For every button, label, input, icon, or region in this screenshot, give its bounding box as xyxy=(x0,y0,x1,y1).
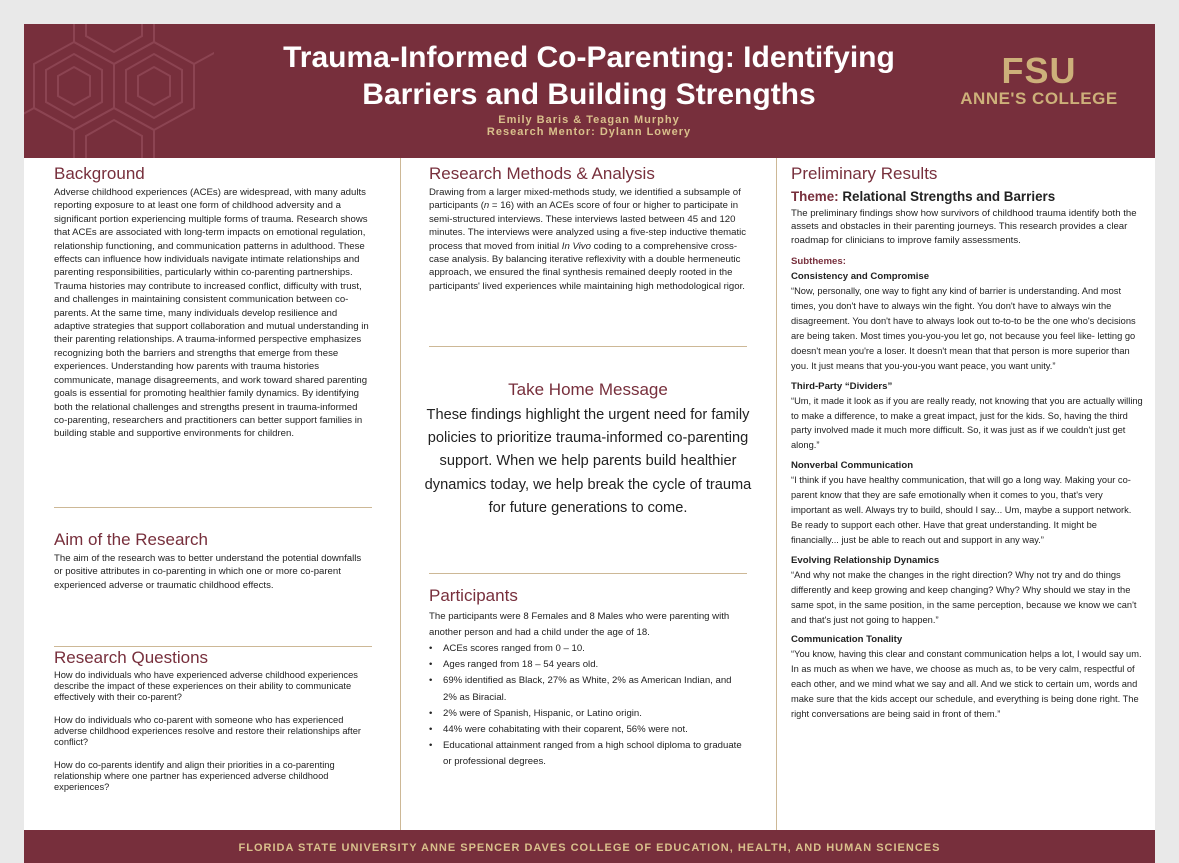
aim-heading: Aim of the Research xyxy=(54,530,209,549)
background-heading: Background xyxy=(54,164,145,183)
subtheme-title: Evolving Relationship Dynamics xyxy=(791,554,940,566)
subtheme-quote: “You know, having this clear and constant communication helps a lot, I would say um. In as much as when we have, we choose as much as, to be very calm, respectful of each other, and we mind what we say and all. And we stick to certain um, words and make sure that the kids accept our schedule, and everything is being done right. The right conversations are being said in front of them.” xyxy=(791,649,1142,720)
question-item: How do co-parents identify and align their priorities in a co-parenting relationship where one partner has experienced adverse childhood experiences? xyxy=(54,760,335,792)
background-section xyxy=(54,164,372,441)
subtheme-quote: “And why not make the changes in the right direction? Why not try and do things differently and keep growing and keep changing? Why? Why should we stay in the same spot, in the same position, in the same perception, because we know we can't and that's just not going to happen.” xyxy=(791,569,1137,625)
results-heading: Preliminary Results xyxy=(791,164,938,183)
questions-heading: Research Questions xyxy=(54,648,209,667)
methods-text xyxy=(429,186,747,293)
participants-section xyxy=(429,586,747,771)
list-item: • Ages ranged from 18 – 54 years old. xyxy=(429,657,747,673)
take-home-text: These findings highlight the urgent need for family policies to prioritize trauma-informed co-parenting support. When we help parents build healthier dynamics today, we help break the cycle of trauma for future generations to come. xyxy=(424,407,752,516)
divider xyxy=(429,346,747,347)
results-section xyxy=(791,164,1143,722)
methods-in-vivo: In Vivo xyxy=(561,240,591,252)
take-home-section xyxy=(421,380,755,520)
results-intro: The preliminary findings show how survivors of childhood trauma identify both the assets and obstacles in their parenting journeys. This research provides a clear roadmap for clinicians to improve family assessments. xyxy=(791,208,1137,246)
list-item: • Educational attainment ranged from a high school diploma to graduate or professional degrees. xyxy=(429,738,747,770)
divider xyxy=(429,573,747,574)
mentor: Research Mentor: Dylann Lowery xyxy=(486,126,692,138)
theme-name: Relational Strengths and Barriers xyxy=(842,189,1056,204)
author-block xyxy=(214,114,964,138)
authors: Emily Baris & Teagan Murphy xyxy=(498,114,680,126)
divider xyxy=(54,646,372,647)
subtheme-title: Third-Party “Dividers” xyxy=(791,380,893,392)
methods-heading: Research Methods & Analysis xyxy=(429,164,655,183)
aim-text: The aim of the research was to better understand the potential downfalls or positive attributes in co-parenting in which one or more co-parent experienced adverse or traumatic childhood effects. xyxy=(54,553,362,591)
theme-label: Theme: xyxy=(791,189,839,204)
participants-heading: Participants xyxy=(429,586,518,605)
list-item: • ACEs scores ranged from 0 – 10. xyxy=(429,641,747,657)
column-right xyxy=(777,158,1155,830)
column-left xyxy=(24,158,401,830)
logo-college-text: ANNE'S COLLEGE xyxy=(960,89,1118,108)
question-item: How do individuals who co-parent with someone who has experienced adverse childhood experiences resolve and restore their relationships after conflict? xyxy=(54,715,361,747)
list-item: • 44% were cohabitating with their coparent, 56% were not. xyxy=(429,722,747,738)
poster-title xyxy=(214,39,964,113)
theme-line xyxy=(791,188,1143,205)
list-item: • 69% identified as Black, 27% as White, 2% as American Indian, and 2% as Biracial. xyxy=(429,673,747,705)
subtheme-title: Nonverbal Communication xyxy=(791,460,914,472)
subtheme-quote: “Um, it made it look as if you are really ready, not knowing that you are actually willing to make a difference, to make a great impact, just for the kids. So, having the third party involved made it much more difficult. So, it was just as if we couldn't just get along.” xyxy=(791,395,1143,451)
footer-banner xyxy=(24,830,1155,863)
divider xyxy=(54,507,372,508)
aim-section xyxy=(54,530,372,592)
subtheme-quote: “Now, personally, one way to fight any kind of barrier is understanding. And most times, you don't have to always win the fight. You don't have to always win the disagreement. You don't have to always look out to-to-to be the one who's decisions are being taken. Most times you-you-you let go, not because you feel like- letting go doesn't mean you're a loser. It doesn't mean that that person is more superior than you. It just means that you-you-you want peace, you want unity.” xyxy=(791,286,1136,371)
subtheme-title: Communication Tonality xyxy=(791,634,903,646)
footer-text: FLORIDA STATE UNIVERSITY ANNE SPENCER DAVES COLLEGE OF EDUCATION, HEALTH, AND HUMAN SCIENCES xyxy=(238,842,941,854)
methods-n: n xyxy=(483,200,490,212)
question-item: How do individuals who have experienced adverse childhood experiences describe the impact of these experiences on their ability to communicate effectively with their co-parent? xyxy=(54,670,358,702)
logo-fsu-text: FSU xyxy=(1001,50,1077,91)
column-middle xyxy=(401,158,777,830)
subtheme-quote: “I think if you have healthy communication, that will go a long way. Making your co-parent know that they are safe emotionally when it comes to you, that's very important as well. Always try to build, should I say... Um, maybe a support network. Be ready to support each other. Have that great understanding. It might be financially... just be able to reach out and support in any way.” xyxy=(791,475,1132,545)
subtheme-title: Consistency and Compromise xyxy=(791,271,930,283)
methods-section xyxy=(429,164,747,293)
geometric-pattern-icon xyxy=(24,24,214,158)
poster xyxy=(24,24,1155,863)
take-home-heading: Take Home Message xyxy=(508,380,668,399)
subthemes-label: Subthemes: xyxy=(791,256,846,268)
methods-text-b: = 16) with an ACEs score of four or higher to participate in semi-structured interviews. These interviews lasted between 45 and 120 minutes. The interviews were analyzed using a five-step inductive thematic process that moved from initial xyxy=(429,200,747,252)
participants-intro: The participants were 8 Females and 8 Males who were parenting with another person and had a child under the age of 18. xyxy=(429,611,730,638)
fsu-logo xyxy=(954,50,1124,110)
participants-list xyxy=(429,641,747,771)
background-text: Adverse childhood experiences (ACEs) are widespread, with many adults reporting exposure to at least one form of childhood adversity and a significant portion experiencing multiple forms of trauma. Research shows that ACEs are associated with long-term impacts on emotional regulation, relationship functioning, and communication patterns in adulthood. These effects can influence how individuals navigate intimate relationships and parenting responsibilities, particularly within co-parenting partnerships. Trauma histories may contribute to increased conflict, difficulty with trust, and challenges in maintaining consistent communication between co-parents. At the same time, many individuals develop resilience and adaptive strategies that support collaboration and mutual understanding in their parenting relationships. A trauma-informed perspective emphasizes recognizing both the barriers and strengths that emerge from these experiences. Understanding how parents with trauma histories communicate, manage disagreements, and work toward shared parenting goals is essential for promoting healthier family dynamics. By identifying both the relational challenges and strengths present in trauma-informed co-parenting, researchers and practitioners can better support families in building stable and supportive environments for children. xyxy=(54,187,369,440)
methods-text-a: Drawing from a larger mixed-methods study, we identified a subsample of participants ( xyxy=(429,187,741,212)
title-line-2: Barriers and Building Strengths xyxy=(362,78,816,111)
header-banner xyxy=(24,24,1155,158)
methods-text-c: coding to a comprehensive cross-case analysis. By balancing iterative reflexivity with a double hermeneutic approach, we ensured the final synthesis remained deeply rooted in the participants' lived experiences while maintaining high methodological rigor. xyxy=(429,240,745,292)
list-item: • 2% were of Spanish, Hispanic, or Latino origin. xyxy=(429,706,747,722)
title-line-1: Trauma-Informed Co-Parenting: Identifying xyxy=(283,41,895,74)
questions-section xyxy=(54,648,372,793)
